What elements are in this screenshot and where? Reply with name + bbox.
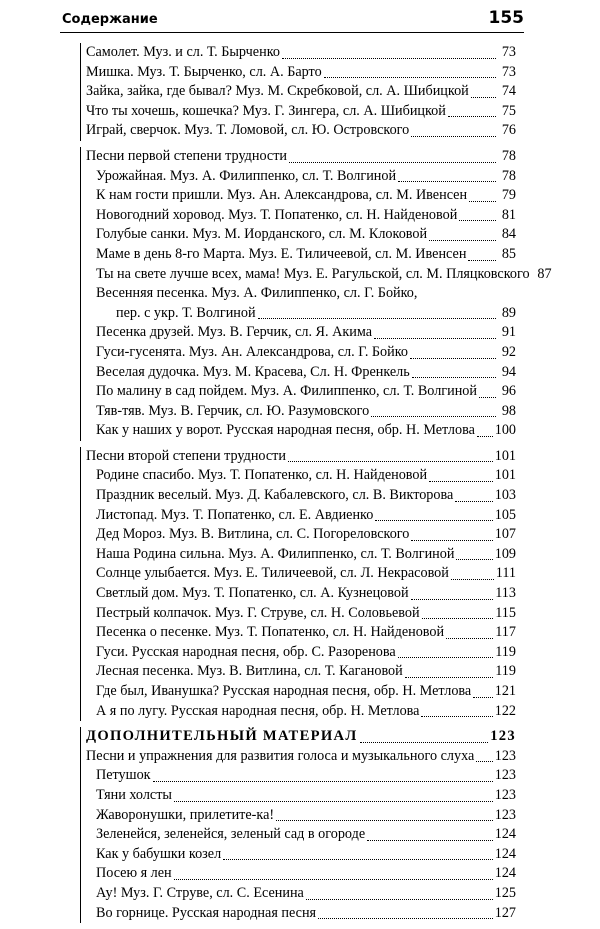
leader-dots xyxy=(223,859,493,860)
toc-entry xyxy=(86,323,516,343)
toc-entry-page: 103 xyxy=(494,487,516,504)
section-heading xyxy=(86,147,516,167)
toc-entry xyxy=(86,806,516,826)
section-heading xyxy=(86,447,516,467)
toc-entry-page: 123 xyxy=(490,728,516,745)
toc-entry-page: 87 xyxy=(537,265,552,282)
toc-entry-title: Наша Родина сильна. Муз. А. Филиппенко, сл. Т. Волгиной xyxy=(96,545,455,562)
toc-entry xyxy=(86,786,516,806)
toc-entry-title: Солнце улыбается. Муз. Е. Тиличеевой, сл. Л. Некрасовой xyxy=(96,565,449,582)
toc-entry xyxy=(86,382,516,402)
leader-dots xyxy=(448,116,496,117)
toc-entry-title: Новогодний хоровод. Муз. Т. Попатенко, сл. Н. Найденовой xyxy=(96,206,458,223)
toc-entry-title: Маме в день 8-го Марта. Муз. Е. Тиличеевой, сл. М. Ивенсен xyxy=(96,245,467,262)
leader-dots xyxy=(288,461,493,462)
toc-entry-title: ДОПОЛНИТЕЛЬНЫЙ МАТЕРИАЛ xyxy=(86,728,358,745)
leader-dots xyxy=(410,358,496,359)
toc-entry-title: Гуси-гусенята. Муз. Ан. Александрова, сл. Г. Бойко xyxy=(96,343,409,360)
additional-material-title xyxy=(86,727,516,747)
toc-entry-page: 125 xyxy=(494,884,516,901)
toc-entry xyxy=(86,766,516,786)
toc-entry-title: Песенка друзей. Муз. В. Герчик, сл. Я. Акима xyxy=(96,324,373,341)
toc-entry-title: Голубые санки. Муз. М. Иорданского, сл. М. Клоковой xyxy=(96,226,428,243)
toc-entry-title: Посею я лен xyxy=(96,865,172,882)
leader-dots xyxy=(398,181,496,182)
toc-entry-title: Урожайная. Муз. А. Филиппенко, сл. Т. Волгиной xyxy=(96,167,397,184)
toc-entry xyxy=(86,102,516,122)
toc-entry-title: Как у бабушки козел xyxy=(96,845,222,862)
toc-entry-title: Песенка о песенке. Муз. Т. Попатенко, сл. Н. Найденовой xyxy=(96,624,445,641)
leader-dots xyxy=(153,781,493,782)
toc-entry xyxy=(86,121,516,141)
leader-dots xyxy=(429,240,496,241)
toc-entry-page: 105 xyxy=(494,506,516,523)
toc-entry-title: Родине спасибо. Муз. Т. Попатенко, сл. Н. Найденовой xyxy=(96,467,428,484)
leader-dots xyxy=(456,559,492,560)
toc-entry-title: Тяв-тяв. Муз. В. Герчик, сл. Ю. Разумовского xyxy=(96,402,370,419)
leader-dots xyxy=(469,201,496,202)
toc-entry-page: 127 xyxy=(494,904,516,921)
toc-entry-page: 119 xyxy=(495,663,516,680)
toc-entry xyxy=(86,864,516,884)
toc-entry-page: 85 xyxy=(501,245,516,262)
toc-entry-page: 119 xyxy=(495,643,516,660)
leader-dots xyxy=(422,618,494,619)
toc-entry-page: 75 xyxy=(501,102,516,119)
leader-dots xyxy=(476,761,492,762)
toc-entry-page: 78 xyxy=(501,167,516,184)
toc-entry-title: Где был, Иванушка? Русская народная песня, обр. Н. Метлова xyxy=(96,683,472,699)
toc-entry xyxy=(86,604,516,624)
toc-entry-title: Петушок xyxy=(96,767,151,784)
leader-dots xyxy=(360,742,489,743)
toc-entry xyxy=(86,43,516,63)
toc-entry xyxy=(86,466,516,486)
leader-dots xyxy=(421,716,492,717)
leader-dots xyxy=(405,677,493,678)
toc-entry-page: 81 xyxy=(501,206,516,223)
leader-dots xyxy=(412,377,496,378)
toc-entry xyxy=(86,506,516,526)
leader-dots xyxy=(367,840,493,841)
toc-entry-title: Гуси. Русская народная песня, обр. С. Разоренова xyxy=(96,643,396,660)
toc-entry xyxy=(86,186,516,206)
toc-entry-page: 73 xyxy=(501,44,516,60)
toc-entry-title: Лесная песенка. Муз. В. Витлина, сл. Т. Кагановой xyxy=(96,663,403,680)
leader-dots xyxy=(411,540,492,541)
toc-entry-title: Во горнице. Русская народная песня xyxy=(96,904,317,921)
toc-entry-page: 111 xyxy=(495,565,516,582)
toc-entry-page: 76 xyxy=(501,122,516,139)
toc-entry-title: Праздник веселый. Муз. Д. Кабалевского, сл. В. Викторова xyxy=(96,487,454,504)
toc-entry-title: Песни первой степени трудности xyxy=(86,147,287,164)
leader-dots xyxy=(276,820,493,821)
leader-dots xyxy=(174,879,493,880)
toc-entry xyxy=(86,825,516,845)
toc-entry-page: 78 xyxy=(501,147,516,164)
toc-entry xyxy=(86,63,516,83)
toc-entry-page: 96 xyxy=(501,383,516,400)
leader-dots xyxy=(459,220,496,221)
toc-entry-page: 100 xyxy=(494,422,516,439)
toc-entry-title: Веселая дудочка. Муз. М. Красева, Сл. Н. Френкель xyxy=(96,363,410,380)
leader-dots xyxy=(258,318,496,319)
leader-dots xyxy=(289,162,496,163)
toc-entry-title: Светлый дом. Муз. Т. Попатенко, сл. А. Кузнецовой xyxy=(96,585,409,602)
toc-entry-page: 79 xyxy=(501,187,516,204)
toc-entry xyxy=(86,525,516,545)
toc-entry-title: По малину в сад пойдем. Муз. А. Филиппенко, сл. Т. Волгиной xyxy=(96,383,477,400)
toc-entry xyxy=(86,486,516,506)
leader-dots xyxy=(306,899,493,900)
toc-section xyxy=(80,447,516,721)
toc-entry-title: Жаворонушки, прилетите-ка! xyxy=(96,806,275,823)
toc-entry xyxy=(86,284,516,304)
toc-entry-page: 73 xyxy=(501,63,516,80)
toc-entry xyxy=(86,82,516,102)
toc-entry xyxy=(86,682,516,702)
table-of-contents xyxy=(80,43,552,929)
leader-dots xyxy=(411,136,496,137)
toc-section xyxy=(80,43,516,141)
leader-dots xyxy=(174,801,493,802)
toc-entry xyxy=(86,421,516,441)
toc-entry xyxy=(86,584,516,604)
leader-dots xyxy=(429,481,493,482)
toc-entry-page: 123 xyxy=(494,767,516,784)
running-header-title: Содержание xyxy=(62,12,158,27)
toc-entry-page: 113 xyxy=(495,585,516,602)
toc-entry xyxy=(86,564,516,584)
toc-entry xyxy=(86,662,516,682)
toc-entry-title: Весенняя песенка. Муз. А. Филиппенко, сл. Г. Бойко, xyxy=(96,285,418,302)
leader-dots xyxy=(371,416,496,417)
toc-entry xyxy=(86,343,516,363)
toc-entry-page: 124 xyxy=(494,845,516,862)
leader-dots xyxy=(282,58,496,59)
toc-entry-title: Песни и упражнения для развития голоса и музыкального слуха xyxy=(86,747,475,764)
toc-entry xyxy=(86,702,516,722)
toc-entry-title: Играй, сверчок. Муз. Т. Ломовой, сл. Ю. Островского xyxy=(86,122,410,139)
toc-entry-title: Зеленейся, зеленейся, зеленый сад в огороде xyxy=(96,826,366,843)
leader-dots xyxy=(374,338,496,339)
leader-dots xyxy=(455,501,492,502)
toc-entry-page: 84 xyxy=(501,226,516,243)
toc-entry-title: К нам гости пришли. Муз. Ан. Александрова, сл. М. Ивенсен xyxy=(96,187,468,204)
toc-entry xyxy=(86,304,516,324)
toc-entry-page: 123 xyxy=(494,806,516,823)
toc-entry-page: 121 xyxy=(494,683,516,699)
toc-entry-page: 124 xyxy=(494,865,516,882)
leader-dots xyxy=(473,697,492,698)
toc-entry xyxy=(86,225,516,245)
toc-entry xyxy=(86,245,516,265)
leader-dots xyxy=(477,436,493,437)
toc-entry-title: Ты на свете лучше всех, мама! Муз. Е. Рагульской, сл. М. Пляцковского xyxy=(96,265,530,282)
toc-entry xyxy=(86,884,516,904)
running-header xyxy=(60,8,524,33)
leader-dots xyxy=(471,97,496,98)
toc-entry-title: Мишка. Муз. Т. Бырченко, сл. А. Барто xyxy=(86,63,322,80)
toc-entry-page: 122 xyxy=(494,702,516,719)
toc-entry-title: Тяни холсты xyxy=(96,786,172,803)
toc-entry xyxy=(86,167,516,187)
toc-entry-title: Листопад. Муз. Т. Попатенко, сл. Е. Авдиенко xyxy=(96,506,374,523)
toc-entry-title: Ау! Муз. Г. Струве, сл. С. Есенина xyxy=(96,884,304,901)
toc-entry-page: 117 xyxy=(495,624,516,641)
toc-entry-title: Самолет. Муз. и сл. Т. Бырченко xyxy=(86,44,280,60)
leader-dots xyxy=(451,579,494,580)
toc-section xyxy=(80,147,552,441)
toc-entry xyxy=(86,265,552,285)
leader-dots xyxy=(318,918,493,919)
leader-dots xyxy=(468,260,496,261)
toc-entry-page: 89 xyxy=(501,304,516,321)
toc-entry-title: пер. с укр. Т. Волгиной xyxy=(116,304,256,321)
leader-dots xyxy=(411,599,494,600)
toc-entry-page: 98 xyxy=(501,402,516,419)
toc-entry xyxy=(86,206,516,226)
toc-entry-page: 123 xyxy=(494,747,516,764)
page-number: 155 xyxy=(488,8,524,28)
toc-entry-page: 91 xyxy=(501,324,516,341)
toc-entry-page: 94 xyxy=(501,363,516,380)
toc-entry-title: А я по лугу. Русская народная песня, обр. Н. Метлова xyxy=(96,702,420,719)
leader-dots xyxy=(324,77,496,78)
toc-entry xyxy=(86,402,516,422)
toc-entry-page: 92 xyxy=(501,343,516,360)
toc-entry xyxy=(86,845,516,865)
toc-entry-page: 101 xyxy=(494,467,516,484)
toc-entry xyxy=(86,545,516,565)
toc-entry-title: Дед Мороз. Муз. В. Витлина, сл. С. Погореловского xyxy=(96,526,410,543)
toc-entry-page: 109 xyxy=(494,545,516,562)
leader-dots xyxy=(375,520,492,521)
toc-entry-page: 115 xyxy=(495,604,516,621)
toc-entry-page: 74 xyxy=(501,83,516,100)
toc-entry-page: 123 xyxy=(494,786,516,803)
toc-entry-page: 101 xyxy=(494,447,516,464)
toc-entry xyxy=(86,904,516,924)
toc-entry-title: Как у наших у ворот. Русская народная песня, обр. Н. Метлова xyxy=(96,422,475,439)
toc-entry-title: Пестрый колпачок. Муз. Г. Струве, сл. Н. Соловьевой xyxy=(96,604,420,621)
toc-entry-page: 124 xyxy=(494,826,516,843)
toc-entry-title: Зайка, зайка, где бывал? Муз. М. Скребковой, сл. А. Шибицкой xyxy=(86,83,469,100)
toc-entry-page: 107 xyxy=(494,526,516,543)
additional-material-section xyxy=(80,727,516,923)
toc-entry xyxy=(86,623,516,643)
toc-entry-title: Песни второй степени трудности xyxy=(86,447,286,464)
leader-dots xyxy=(446,638,493,639)
toc-entry xyxy=(86,643,516,663)
toc-entry-title: Что ты хочешь, кошечка? Муз. Г. Зингера, сл. А. Шибицкой xyxy=(86,102,446,119)
leader-dots xyxy=(479,397,496,398)
leader-dots xyxy=(398,657,494,658)
toc-entry xyxy=(86,363,516,383)
